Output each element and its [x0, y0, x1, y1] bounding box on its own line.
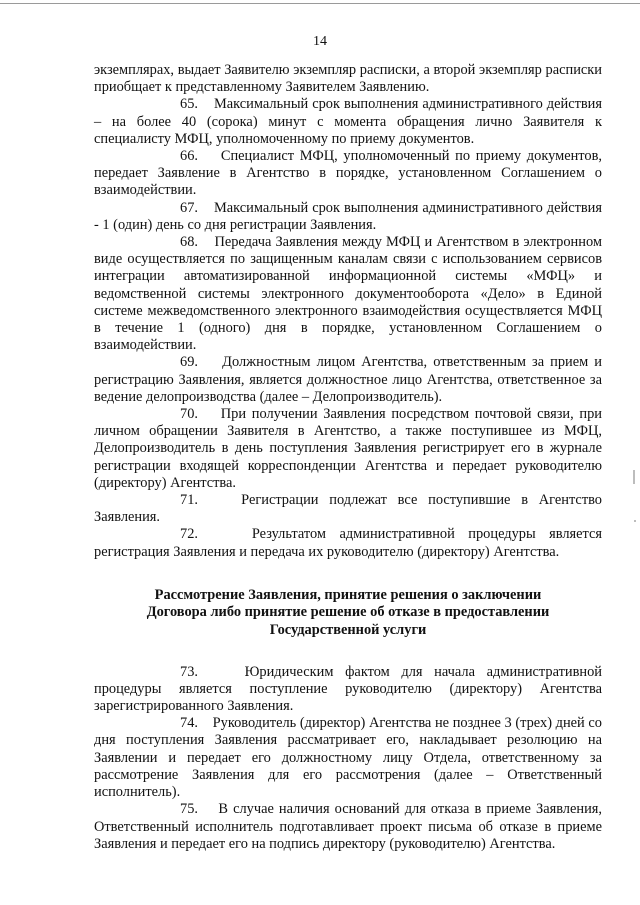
- paragraph-68: [94, 234, 602, 354]
- paragraph-number: 68.: [180, 234, 198, 251]
- paragraph-text: В случае наличия оснований для отказа в приеме Заявления, Ответственный исполнитель подготавливает проект письма об отказе в приеме Заявления и передает его на подпись директору (руководителю) Агентства.: [94, 801, 602, 852]
- paragraph-text: Должностным лицом Агентства, ответственным за прием и регистрацию Заявления, является должностное лицо Агентства, ответственное за ведение делопроизводства (далее – Делопроизводитель).: [94, 354, 602, 405]
- paragraph-74: [94, 715, 602, 801]
- paragraph-70: [94, 406, 602, 492]
- heading-line: Договора либо принятие решение об отказе в предоставлении: [146, 604, 550, 621]
- paragraph-number: 75.: [180, 801, 198, 818]
- paragraph-number: 73.: [180, 663, 198, 680]
- paragraph-text: экземплярах, выдает Заявителю экземпляр расписки, а второй экземпляр расписки приобщает к представленному Заявителем Заявлению.: [94, 62, 602, 96]
- paragraph-text: Юридическим фактом для начала административной процедуры является поступление руководителю (директору) Агентства зарегистрированного Заявления.: [94, 663, 602, 715]
- paragraph-number: 72.: [180, 526, 198, 543]
- document-body: [94, 62, 602, 853]
- heading-line: Государственной услуги: [269, 622, 427, 639]
- section-after-heading: [94, 664, 602, 853]
- scan-artifact: [634, 520, 636, 522]
- paragraph-continued: [94, 62, 602, 96]
- scan-artifact: [633, 470, 635, 484]
- paragraph-number: 67.: [180, 199, 198, 216]
- paragraph-text: Максимальный срок выполнения административного действия – на более 40 (сорока) минут с момента обращения лично Заявителя к специалисту МФЦ, уполномоченному по приему документов.: [94, 96, 603, 147]
- paragraph-number: 66.: [180, 148, 198, 165]
- paragraph-text: Регистрации подлежат все поступившие в Агентство Заявления.: [94, 492, 603, 526]
- paragraph-number: 65.: [180, 96, 198, 113]
- paragraph-text: Передача Заявления между МФЦ и Агентством в электронном виде осуществляется по защищенным каналам связи с использованием сервисов интеграции автоматизированной информационной системы «МФЦ» и ведомственной системы электронного документооборота «Дело» в Единой системе межведомственного электронного взаимодействия осуществляется МФЦ в течение 1 (одного) дня в порядке, установленном Соглашением о взаимодействии.: [94, 234, 602, 354]
- paragraph-text: Специалист МФЦ, уполномоченный по приему документов, передает Заявление в Агентство в порядке, установленном Соглашением о взаимодействии.: [94, 148, 602, 199]
- paragraph-73: [94, 664, 602, 716]
- paragraph-number: 71.: [180, 492, 198, 509]
- section-before-heading: [94, 62, 602, 561]
- paragraph-71: [94, 492, 602, 526]
- paragraph-text: Максимальный срок выполнения административного действия - 1 (один) день со дня регистрации Заявления.: [94, 199, 603, 233]
- paragraph-text: Руководитель (директор) Агентства не позднее 3 (трех) дней со дня поступления Заявления рассматривает его, накладывает резолюцию на Заявлении и передает его должностному лицу Отдела, ответственному за рассмотрение Заявления для его рассмотрения (далее – Ответственный исполнитель).: [94, 715, 602, 801]
- paragraph-75: [94, 801, 602, 853]
- paragraph-72: [94, 526, 602, 560]
- paragraph-number: 69.: [180, 354, 198, 371]
- heading-line: Рассмотрение Заявления, принятие решения о заключении: [154, 586, 542, 603]
- paragraph-number: 70.: [180, 406, 198, 423]
- paragraph-69: [94, 354, 602, 406]
- paragraph-67: [94, 200, 602, 234]
- scan-top-edge: [0, 3, 640, 4]
- page-number: 14: [313, 34, 327, 49]
- paragraph-65: [94, 96, 602, 148]
- paragraph-66: [94, 148, 602, 200]
- section-heading: [94, 587, 602, 640]
- paragraph-text: Результатом административной процедуры является регистрация Заявления и передача их руководителю (директору) Агентства.: [94, 526, 602, 560]
- paragraph-number: 74.: [180, 715, 198, 732]
- paragraph-text: При получении Заявления посредством почтовой связи, при личном обращении Заявителя в Агентство, а также поступившее из МФЦ, Делопроизводитель в день поступления Заявления регистрирует его в журнале регистрации входящей корреспонденции Агентства и передает руководителю (директору) Агентства.: [94, 406, 603, 491]
